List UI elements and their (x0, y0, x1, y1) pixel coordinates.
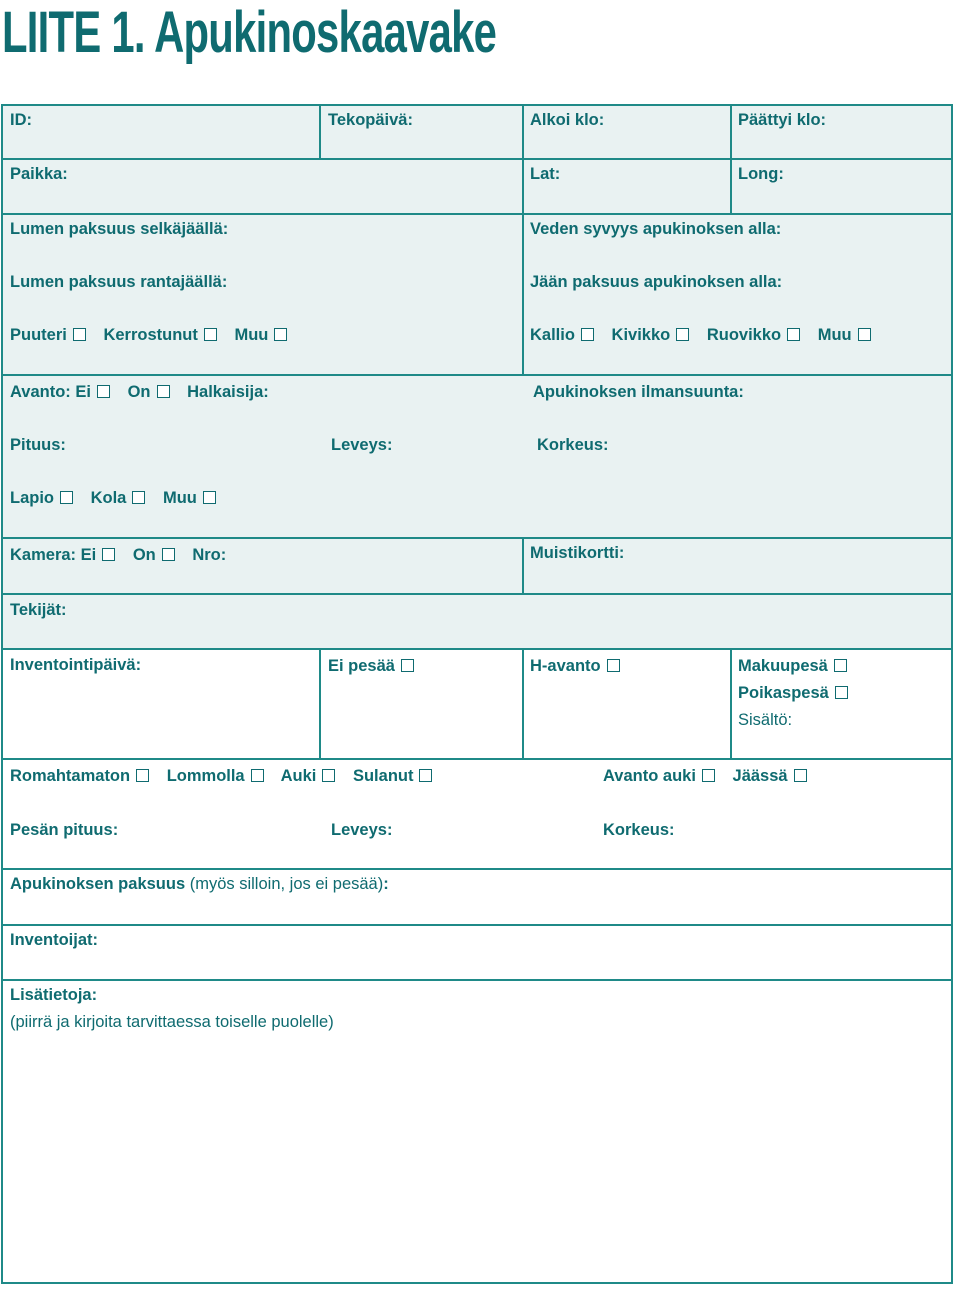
jaan-paksuus-label: Jään paksuus apukinoksen alla: (530, 273, 783, 291)
option-kallio: Kallio (530, 326, 594, 344)
makuupesa-option: Makuupesä (738, 656, 847, 676)
lapio-checkbox[interactable] (60, 491, 73, 504)
avanto-ei-checkbox[interactable] (97, 385, 110, 398)
option-sulanut: Sulanut (353, 767, 433, 785)
site-type-options (10, 325, 300, 345)
option-avanto-auki: Avanto auki (603, 767, 715, 785)
romahtamaton-checkbox[interactable] (136, 769, 149, 782)
option-muu-ground: Muu (818, 326, 871, 344)
avanto-on: On (128, 383, 170, 401)
halkaisija-label: Halkaisija: (187, 383, 269, 401)
makuupesa-checkbox[interactable] (834, 659, 847, 672)
nro-label: Nro: (192, 546, 227, 564)
option-kivikko: Kivikko (612, 326, 690, 344)
h-avanto-option: H-avanto (530, 656, 620, 676)
kivikko-checkbox[interactable] (676, 328, 689, 341)
lisatietoja-note: (piirrä ja kirjoita tarvittaessa toiselle puolelle) (10, 1013, 334, 1031)
option-kerrostunut: Kerrostunut (103, 326, 216, 344)
apukinoksen-paksuus-label: Apukinoksen paksuus (myös silloin, jos ei pesää): (10, 875, 389, 893)
camera-row (10, 545, 226, 565)
poikaspesa-option: Poikaspesä (738, 683, 848, 703)
option-lommolla: Lommolla (167, 767, 264, 785)
sulanut-checkbox[interactable] (419, 769, 432, 782)
option-muu: Muu (234, 326, 287, 344)
paattyi-label: Päättyi klo: (738, 111, 827, 129)
ilmansuunta-label: Apukinoksen ilmansuunta: (533, 383, 744, 401)
lommolla-checkbox[interactable] (251, 769, 264, 782)
inventointipaiva-label: Inventointipäivä: (10, 656, 142, 674)
lumen-selka-label: Lumen paksuus selkäjäällä: (10, 220, 229, 238)
avanto-ei: Ei (75, 383, 110, 401)
kallio-checkbox[interactable] (581, 328, 594, 341)
option-jaassa: Jäässä (733, 767, 807, 785)
korkeus-label: Korkeus: (537, 436, 609, 454)
avanto-row (10, 382, 269, 402)
avanto-label: Avanto: (10, 383, 71, 401)
pesan-pituus-label: Pesän pituus: (10, 821, 119, 839)
alkoi-label: Alkoi klo: (530, 111, 605, 129)
option-ruovikko: Ruovikko (707, 326, 800, 344)
kamera-on: On (133, 546, 175, 564)
tekopaiva-label: Tekopäivä: (328, 111, 413, 129)
kamera-ei-checkbox[interactable] (102, 548, 115, 561)
ei-pesaa-option: Ei pesää (328, 656, 414, 676)
muistikortti-label: Muistikortti: (530, 544, 625, 562)
kamera-on-checkbox[interactable] (162, 548, 175, 561)
kamera-ei: Ei (81, 546, 116, 564)
ruovikko-checkbox[interactable] (787, 328, 800, 341)
kerrostunut-checkbox[interactable] (204, 328, 217, 341)
pesan-leveys-label: Leveys: (331, 821, 393, 839)
muu-ground-checkbox[interactable] (858, 328, 871, 341)
veden-syvyys-label: Veden syvyys apukinoksen alla: (530, 220, 782, 238)
jaassa-checkbox[interactable] (794, 769, 807, 782)
option-lapio: Lapio (10, 489, 73, 507)
option-muu-tool: Muu (163, 489, 216, 507)
kola-checkbox[interactable] (132, 491, 145, 504)
id-label: ID: (10, 111, 32, 129)
paikka-label: Paikka: (10, 165, 68, 183)
shaded-area-top (2, 105, 952, 648)
lisatietoja-label: Lisätietoja: (10, 986, 98, 1004)
long-label: Long: (738, 165, 784, 183)
auki-checkbox[interactable] (322, 769, 335, 782)
muu-tool-checkbox[interactable] (203, 491, 216, 504)
lat-label: Lat: (530, 165, 561, 183)
poikaspesa-checkbox[interactable] (835, 686, 848, 699)
pesan-korkeus-label: Korkeus: (603, 821, 675, 839)
puuteri-checkbox[interactable] (73, 328, 86, 341)
tool-options (10, 488, 229, 508)
muu-checkbox[interactable] (274, 328, 287, 341)
ei-pesaa-checkbox[interactable] (401, 659, 414, 672)
nest-state-right-options (603, 766, 820, 786)
option-romahtamaton: Romahtamaton (10, 767, 149, 785)
tekijat-label: Tekijät: (10, 601, 67, 619)
h-avanto-checkbox[interactable] (607, 659, 620, 672)
option-puuteri: Puuteri (10, 326, 86, 344)
leveys-label: Leveys: (331, 436, 393, 454)
nest-state-options (10, 766, 445, 786)
avanto-auki-checkbox[interactable] (702, 769, 715, 782)
pituus-label: Pituus: (10, 436, 66, 454)
sisalto-label: Sisältö: (738, 711, 793, 729)
option-kola: Kola (91, 489, 146, 507)
ground-type-options (530, 325, 884, 345)
inventoijat-label: Inventoijat: (10, 931, 99, 949)
avanto-on-checkbox[interactable] (157, 385, 170, 398)
option-auki: Auki (281, 767, 336, 785)
kamera-label: Kamera: (10, 546, 77, 564)
lumen-ranta-label: Lumen paksuus rantajäällä: (10, 273, 228, 291)
page-title: LIITE 1. Apukinoskaavake (2, 0, 497, 65)
